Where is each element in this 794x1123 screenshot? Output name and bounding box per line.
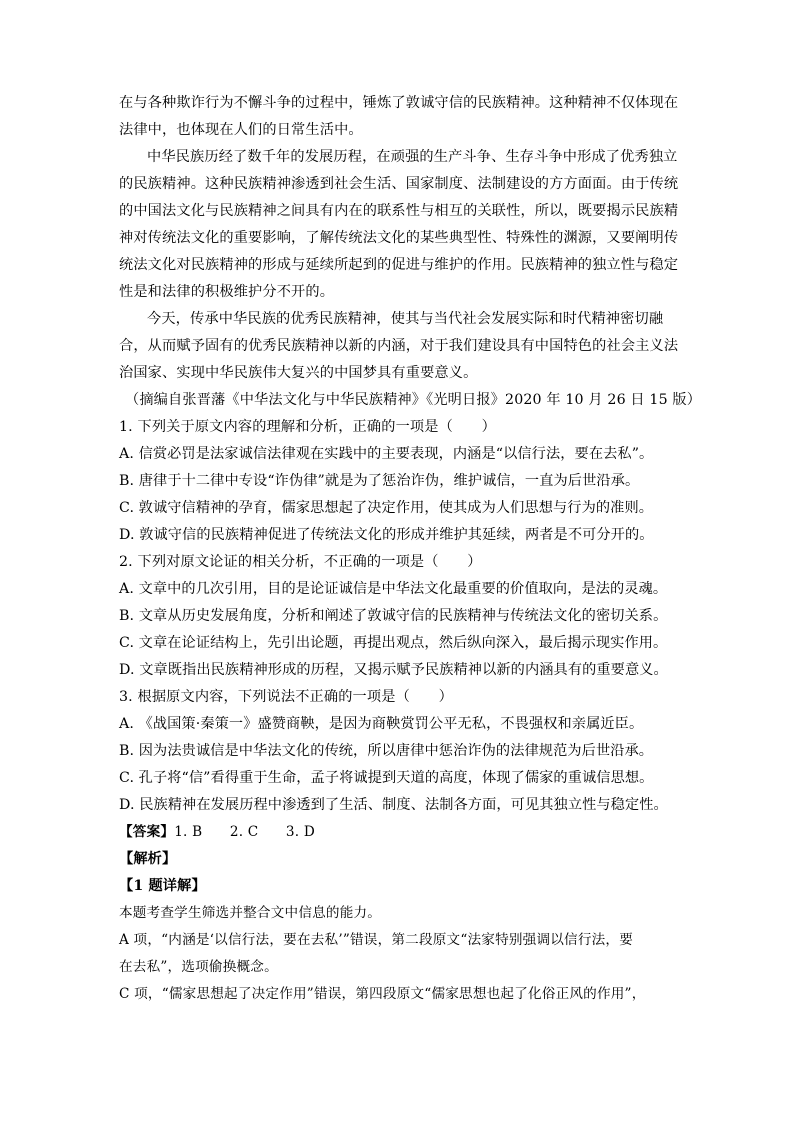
passage-line: 中华民族历经了数千年的发展历程，在顽强的生产斗争、生存斗争中形成了优秀独立	[147, 149, 678, 165]
question-2-option-d: D. 文章既指出民族精神形成的历程，又揭示赋予民族精神以新的内涵具有的重要意义。	[119, 662, 668, 678]
passage-line: 治国家、实现中华民族伟大复兴的中国梦具有重要意义。	[119, 365, 478, 381]
answer-row	[119, 822, 679, 842]
question-2-option-b: B. 文章从历史发展角度，分析和阐述了敦诚守信的民族精神与传统法文化的密切关系。	[119, 608, 668, 624]
passage-line: 神对传统法文化的重要影响，了解传统法文化的某些典型性、特殊性的渊源，又要阐明传	[119, 230, 679, 246]
detail-label: 【1 题详解】	[119, 878, 206, 894]
answer-label: 【答案】	[119, 824, 175, 840]
answer-text: 1. B 2. C 3. D	[174, 824, 315, 840]
question-2-option-a: A. 文章中的几次引用，目的是论证诚信是中华法文化最重要的价值取向，是法的灵魂。	[119, 581, 668, 597]
question-3-option-d: D. 民族精神在发展历程中渗透到了生活、制度、法制各方面，可见其独立性与稳定性。	[119, 797, 668, 813]
question-1-option-c: C. 敦诚守信精神的孕育，儒家思想起了决定作用，使其成为人们思想与行为的准则。	[119, 500, 654, 516]
passage-line: 法律中，也体现在人们的日常生活中。	[119, 122, 363, 138]
question-2-stem: 2. 下列对原文论证的相关分析，不正确的一项是（ ）	[119, 554, 482, 570]
passage-line: 今天，传承中华民族的优秀民族精神，使其与当代社会发展实际和时代精神密切融	[147, 311, 664, 327]
passage-line: 的中国法文化与民族精神之间具有内在的联系性与相互的关联性，所以，既要揭示民族精	[119, 203, 679, 219]
question-3-option-b: B. 因为法贵诚信是中华法文化的传统，所以唐律中惩治诈伪的法律规范为后世沿承。	[119, 743, 654, 759]
detail-line: 在去私”，选项偷换概念。	[119, 959, 278, 975]
passage-line: 在与各种欺诈行为不懈斗争的过程中，锤炼了敦诚守信的民族精神。这种精神不仅体现在	[119, 95, 679, 111]
detail-line: 本题考查学生筛选并整合文中信息的能力。	[119, 905, 382, 921]
analysis-label: 【解析】	[119, 851, 177, 867]
question-1-option-a: A. 信赏必罚是法家诚信法律观在实践中的主要表现，内涵是“以信行法，要在去私”。	[119, 446, 654, 462]
detail-line: A 项，“内涵是‘以信行法，要在去私’”错误，第二段原文“法家特别强调以信行法，要	[119, 932, 634, 948]
passage-line: 统法文化对民族精神的形成与延续所起到的促进与维护的作用。民族精神的独立性与稳定	[119, 257, 679, 273]
detail-line: C 项，“儒家思想起了决定作用”错误，第四段原文“儒家思想也起了化俗正风的作用”，	[119, 986, 646, 1002]
passage-line: 性是和法律的积极维护分不开的。	[119, 284, 335, 300]
source-citation: （摘编自张晋藩《中华法文化与中华民族精神》《光明日报》2020 年 10 月 26 日 15 版）	[125, 392, 702, 408]
question-3-stem: 3. 根据原文内容，下列说法不正确的一项是（ ）	[119, 689, 453, 705]
question-1-stem: 1. 下列关于原文内容的理解和分析，正确的一项是（ ）	[119, 419, 496, 435]
question-3-option-c: C. 孔子将“信”看得重于生命，孟子将诚提到天道的高度，体现了儒家的重诚信思想。	[119, 770, 654, 786]
question-1-option-d: D. 敦诚守信的民族精神促进了传统法文化的形成并维护其延续，两者是不可分开的。	[119, 527, 654, 543]
passage-line: 合，从而赋予固有的优秀民族精神以新的内涵，对于我们建设具有中国特色的社会主义法	[119, 338, 679, 354]
question-3-option-a: A. 《战国策·秦策一》盛赞商鞅，是因为商鞅赏罚公平无私，不畏强权和亲属近臣。	[119, 716, 644, 732]
question-1-option-b: B. 唐律于十二律中专设“诈伪律”就是为了惩治诈伪，维护诚信，一直为后世沿承。	[119, 473, 640, 489]
question-2-option-c: C. 文章在论证结构上，先引出论题，再提出观点，然后纵向深入，最后揭示现实作用。	[119, 635, 668, 651]
passage-line: 的民族精神。这种民族精神渗透到社会生活、国家制度、法制建设的方方面面。由于传统	[119, 176, 679, 192]
